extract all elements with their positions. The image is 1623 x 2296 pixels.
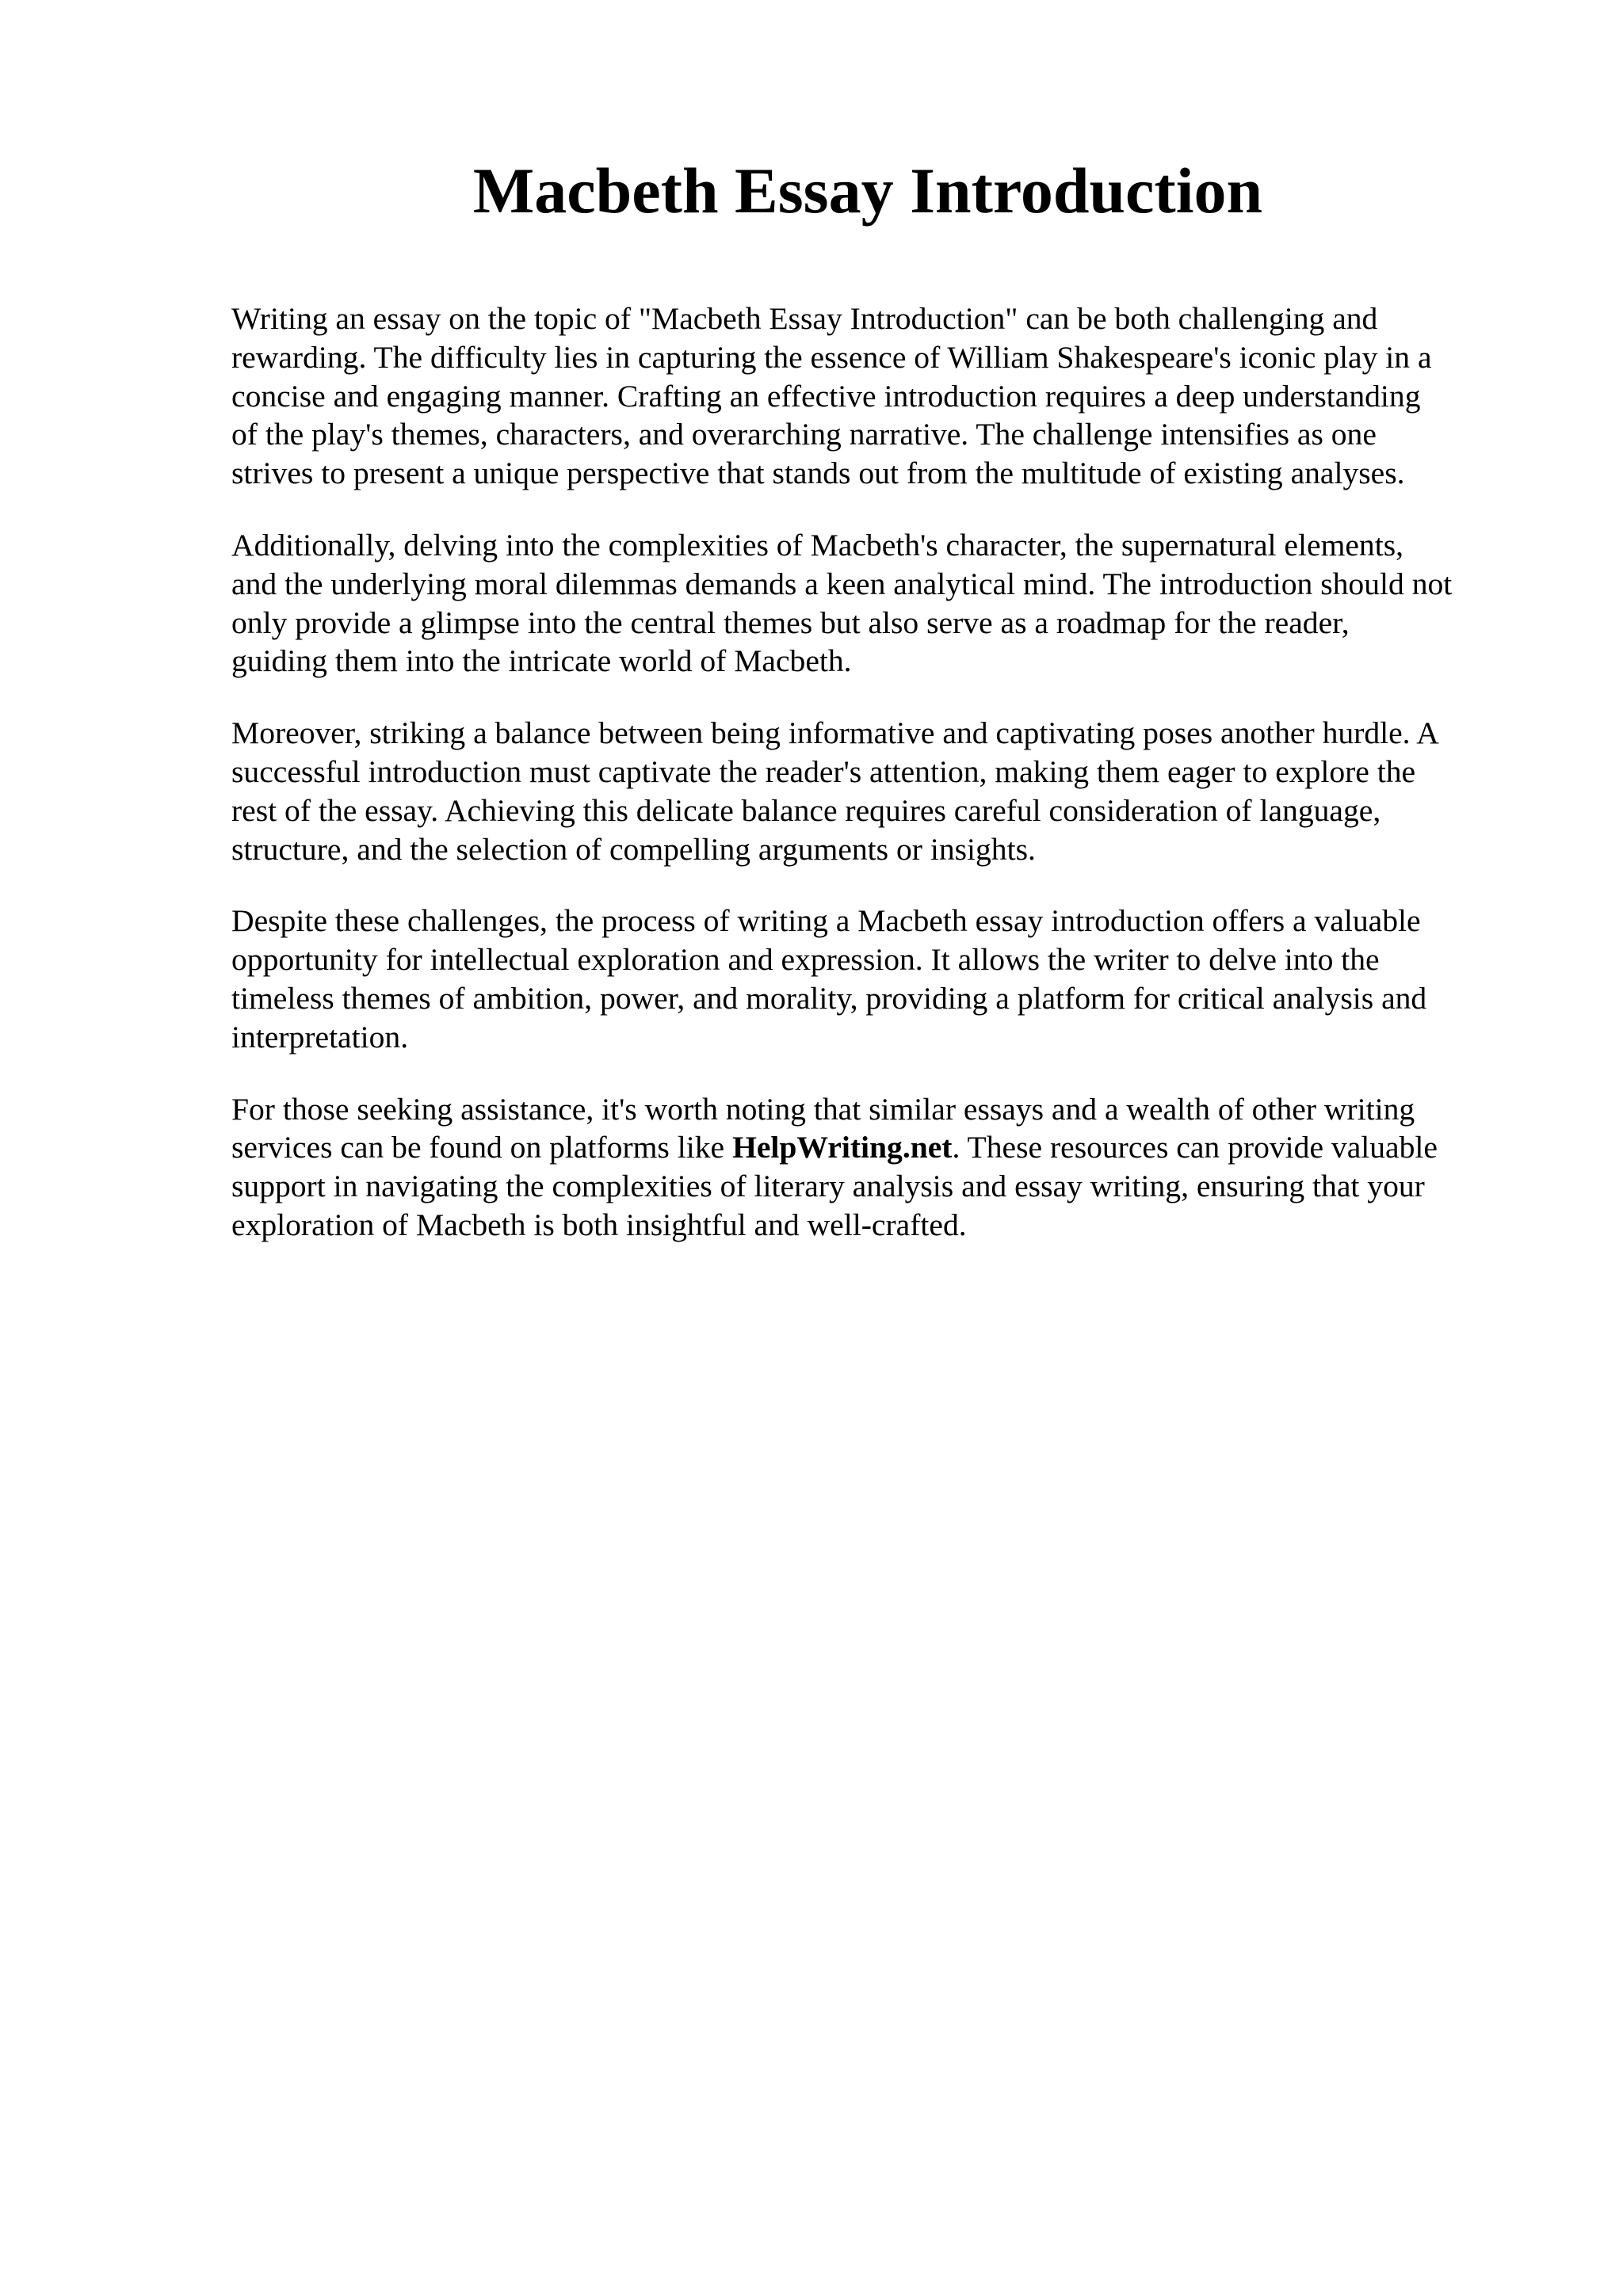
- text-line: rest of the essay. Achieving this delicate balance requires careful consideration of language,: [231, 792, 1381, 828]
- text-line: exploration of Macbeth is both insightful and well-crafted.: [231, 1207, 967, 1242]
- paragraph-5: [231, 1090, 1531, 1245]
- text-line: only provide a glimpse into the central themes but also serve as a roadmap for the reader,: [231, 605, 1350, 640]
- text-line: successful introduction must captivate the reader's attention, making them eager to explore the: [231, 753, 1416, 789]
- text-line: strives to present a unique perspective that stands out from the multitude of existing analyses.: [231, 456, 1405, 491]
- essay-body: [231, 299, 1531, 1278]
- text-line: of the play's themes, characters, and overarching narrative. The challenge intensifies as one: [231, 417, 1377, 452]
- text-line: support in navigating the complexities of literary analysis and essay writing, ensuring that your: [231, 1169, 1425, 1204]
- text-line: and the underlying moral dilemmas demands a keen analytical mind. The introduction should not: [231, 566, 1453, 601]
- text-line: guiding them into the intricate world of Macbeth.: [231, 643, 852, 679]
- text-line: [231, 1128, 1531, 1167]
- text-fragment: services can be found on platforms like: [231, 1130, 725, 1165]
- paragraph-4: [231, 902, 1531, 1056]
- text-fragment: . These resources can provide valuable: [952, 1130, 1438, 1165]
- text-line: Additionally, delving into the complexities of Macbeth's character, the supernatural elements,: [231, 527, 1403, 563]
- text-line: opportunity for intellectual exploration and expression. It allows the writer to delve into the: [231, 942, 1380, 978]
- paragraph-3: [231, 714, 1531, 868]
- paragraph-1: [231, 299, 1531, 493]
- text-line: Despite these challenges, the process of writing a Macbeth essay introduction offers a valuable: [231, 903, 1421, 939]
- page-title: Macbeth Essay Introduction: [472, 154, 1263, 227]
- paragraph-2: [231, 526, 1531, 681]
- text-line: For those seeking assistance, it's worth noting that similar essays and a wealth of other writing: [231, 1091, 1415, 1127]
- text-line: Writing an essay on the topic of "Macbeth Essay Introduction" can be both challenging and: [231, 301, 1378, 336]
- text-line: concise and engaging manner. Crafting an effective introduction requires a deep understanding: [231, 378, 1421, 414]
- text-line: rewarding. The difficulty lies in capturing the essence of William Shakespeare's iconic play in a: [231, 339, 1432, 375]
- helpwriting-link[interactable]: HelpWriting.net: [732, 1130, 953, 1165]
- text-line: structure, and the selection of compelling arguments or insights.: [231, 831, 1036, 867]
- text-line: Moreover, striking a balance between being informative and captivating poses another hurdle. A: [231, 715, 1439, 751]
- text-line: interpretation.: [231, 1019, 409, 1055]
- text-line: timeless themes of ambition, power, and morality, providing a platform for critical analysis and: [231, 980, 1427, 1016]
